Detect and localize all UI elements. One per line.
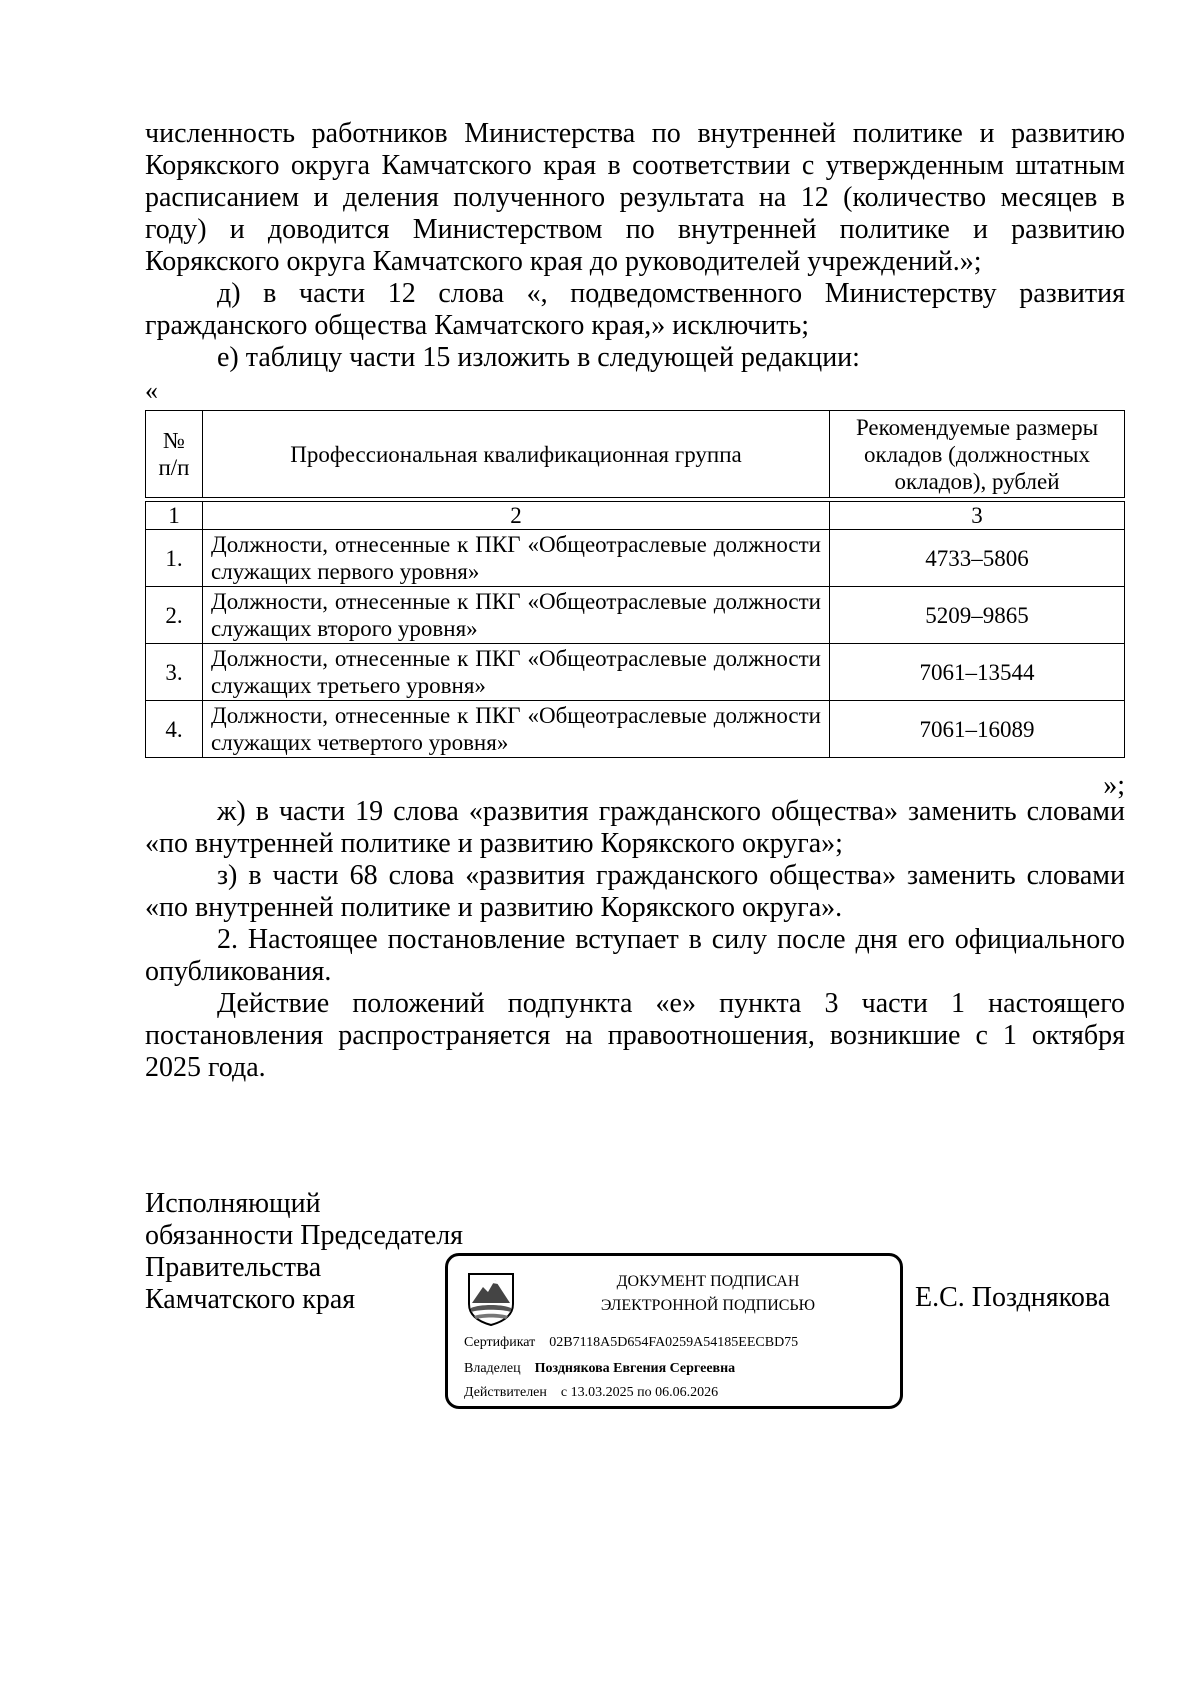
row-number: 2. [146,587,203,644]
stamp-owner-row [464,1360,735,1378]
paragraph-item-zh: ж) в части 19 слова «развития гражданского общества» заменить словами «по внутренней политике и развитию Корякского округа»; [145,796,1125,859]
table-row [146,701,1125,758]
stamp-title [538,1270,878,1318]
stamp-validity-row [464,1384,718,1402]
certificate-label: Сертификат [464,1335,536,1350]
header-number: № п/п [146,411,203,498]
paragraph-salary-calc: численность работников Министерства по внутренней политике и развитию Корякского округа Камчатского края в соответствии с утвержденным штатным расписанием и деления полученного результата на 12 (количество месяцев в году) и доводится Министерством по внутренней политике и развитию Корякского округа Камчатского края до руководителей учреждений.»; [145,118,1125,277]
column-number-3: 3 [830,502,1125,530]
column-number-1: 1 [146,502,203,530]
position-line: Правительства [145,1252,322,1283]
row-group: Должности, отнесенные к ПКГ «Общеотраслевые должности служащих первого уровня» [203,530,830,587]
position-line: обязанности Председателя [145,1220,464,1251]
body-text-top [145,118,1125,374]
header-salary: Рекомендуемые размеры окладов (должностных окладов), рублей [830,411,1125,498]
row-number: 4. [146,701,203,758]
validity-label: Действителен [464,1385,547,1400]
validity-value: с 13.03.2025 по 06.06.2026 [560,1385,719,1400]
stamp-certificate-row [464,1334,798,1352]
certificate-value: 02B7118A5D654FA0259A54185EECBD75 [549,1335,799,1350]
table-column-numbers-row [146,502,1125,530]
row-group: Должности, отнесенные к ПКГ «Общеотраслевые должности служащих третьего уровня» [203,644,830,701]
table-row [146,530,1125,587]
row-salary: 4733–5806 [830,530,1125,587]
table-open-quote: « [145,376,158,405]
table-row [146,644,1125,701]
row-salary: 7061–16089 [830,701,1125,758]
paragraph-effective: 2. Настоящее постановление вступает в силу после дня его официального опубликования. [145,924,1125,987]
signatory-name: Е.С. Позднякова [915,1282,1111,1313]
row-group: Должности, отнесенные к ПКГ «Общеотраслевые должности служащих четвертого уровня» [203,701,830,758]
kamchatka-emblem-icon [466,1270,516,1326]
row-salary: 5209–9865 [830,587,1125,644]
electronic-signature-stamp [445,1253,903,1409]
table-row [146,587,1125,644]
header-group: Профессиональная квалификационная группа [203,411,830,498]
body-text-bottom [145,796,1125,1084]
stamp-title-line: ЭЛЕКТРОННОЙ ПОДПИСЬЮ [600,1297,816,1314]
position-line: Исполняющий [145,1188,321,1219]
paragraph-item-e: е) таблицу части 15 изложить в следующей редакции: [217,342,860,373]
salary-table [145,410,1125,758]
table-close-quote: »; [1103,770,1125,801]
stamp-title-line: ДОКУМЕНТ ПОДПИСАН [616,1273,800,1290]
owner-label: Владелец [464,1361,521,1376]
table-header-row [146,411,1125,498]
paragraph-item-z: з) в части 68 слова «развития гражданского общества» заменить словами «по внутренней политике и развитию Корякского округа». [145,860,1125,923]
signatory-position [145,1188,463,1316]
owner-value: Позднякова Евгения Сергеевна [534,1361,736,1376]
row-group: Должности, отнесенные к ПКГ «Общеотраслевые должности служащих второго уровня» [203,587,830,644]
row-number: 3. [146,644,203,701]
position-line: Камчатского края [145,1284,356,1315]
row-salary: 7061–13544 [830,644,1125,701]
paragraph-item-d: д) в части 12 слова «, подведомственного Министерству развития гражданского общества Камчатского края,» исключить; [145,278,1125,341]
row-number: 1. [146,530,203,587]
paragraph-retroactive: Действие положений подпункта «е» пункта 3 части 1 настоящего постановления распространяется на правоотношения, возникшие с 1 октября 2025 года. [145,988,1125,1083]
column-number-2: 2 [203,502,830,530]
